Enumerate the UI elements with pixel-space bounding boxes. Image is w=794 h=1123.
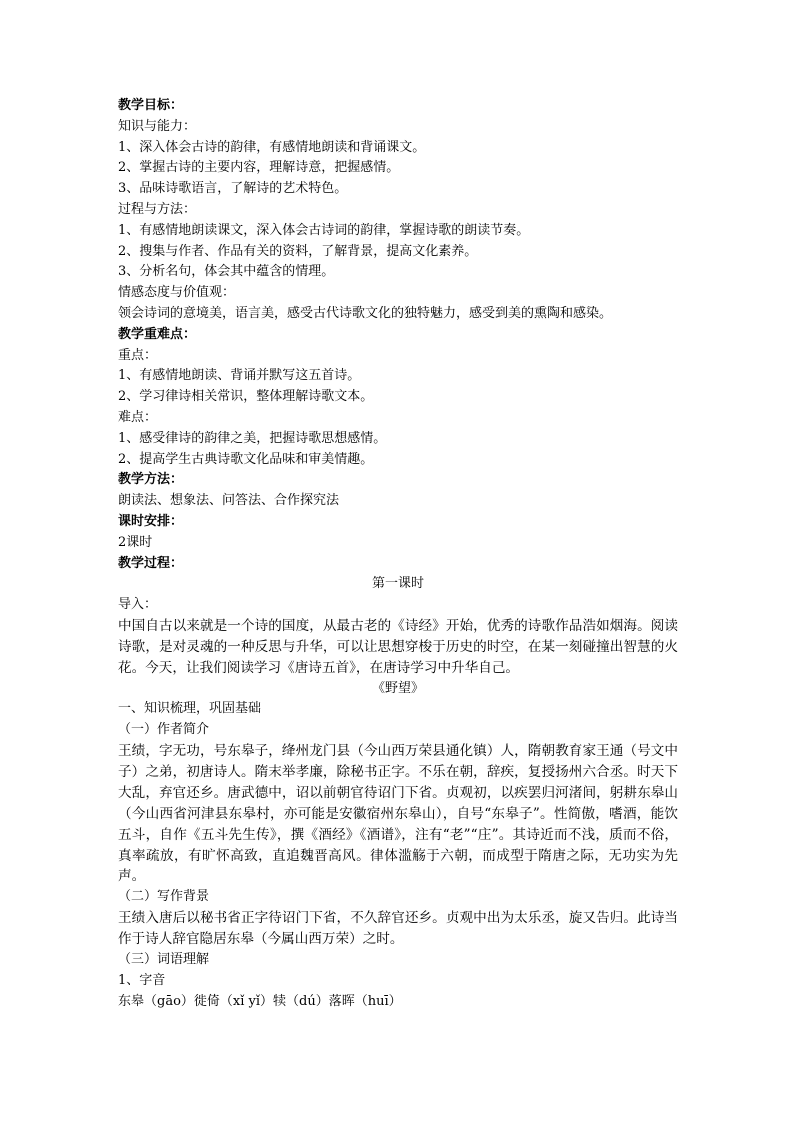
subheading-process: 过程与方法： <box>118 201 197 217</box>
list-item: 3、分析名句，体会其中蕴含的情理。 <box>118 264 335 280</box>
list-item: 1、有感情地朗读课文，深入体会古诗词的韵律，掌握诗歌的朗读节奏。 <box>118 222 530 238</box>
poem-title: 《野望》 <box>371 680 424 696</box>
emotion-text: 领会诗词的意境美，语言美，感受古代诗歌文化的独特魅力，感受到美的熏陶和感染。 <box>118 305 613 321</box>
subheading-focus: 重点： <box>118 347 158 363</box>
list-item: 1、深入体会古诗的韵律，有感情地朗读和背诵课文。 <box>118 139 426 155</box>
author-paragraph: 王绩，字无功，号东皋子，绛州龙门县（今山西万荣县通化镇）人，隋朝教育家王通（号文中子）之弟，初唐诗人。隋末举孝廉，除秘书正字。不乐在朝，辞疾，复授扬州六合丞。时天下大乱，弃官还乡。唐武德中，诏以前朝官待诏门下省。贞观初，以疾罢归河渚间，躬耕东皋山（今山西省河津县东皋村，亦可能是安徽宿州东皋山），自号“东皋子”。性简傲，嗜酒，能饮五斗，自作《五斗先生传》，撰《酒经》《酒谱》，注有“老”“庄”。其诗近而不浅，质而不俗，真率疏放，有旷怀高致，直追魏晋高风。律体滥觞于六朝，而成型于隋唐之际，无功实为先声。 <box>118 743 678 885</box>
vocab-heading: （三）词语理解 <box>118 951 210 967</box>
intro-paragraph: 中国自古以来就是一个诗的国度，从最古老的《诗经》开始，优秀的诗歌作品浩如烟海。阅读诗歌，是对灵魂的一种反思与升华，可以让思想穿梭于历史的时空，在某一刻碰撞出智慧的火花。今天，让我们阅读学习《唐诗五首》，在唐诗学习中升华自己。 <box>118 617 678 676</box>
list-item: 2、提高学生古典诗歌文化品味和审美情趣。 <box>118 451 374 467</box>
background-heading: （二）写作背景 <box>118 889 210 905</box>
heading-schedule: 课时安排： <box>118 513 184 529</box>
background-paragraph: 王绩入唐后以秘书省正字待诏门下省，不久辞官还乡。贞观中出为太乐丞，旋又告归。此诗当作于诗人辞官隐居东皋（今属山西万荣）之时。 <box>118 910 678 948</box>
heading-teaching-process: 教学过程： <box>118 555 184 571</box>
list-item: 3、品味诗歌语言，了解诗的艺术特色。 <box>118 181 348 197</box>
heading-teaching-method: 教学方法： <box>118 472 184 488</box>
subheading-difficulty: 难点： <box>118 409 158 425</box>
list-item: 2、掌握古诗的主要内容，理解诗意，把握感情。 <box>118 160 400 176</box>
heading-key-points: 教学重难点： <box>118 326 197 342</box>
section-heading: 一、知识梳理，巩固基础 <box>118 701 262 717</box>
subheading-emotion: 情感态度与价值观： <box>118 285 236 301</box>
schedule-text: 2课时 <box>118 534 153 550</box>
list-item: 1、感受律诗的韵律之美，把握诗歌思想感情。 <box>118 430 387 446</box>
pronunciation-text: 东皋（gāo）徙倚（xǐ yǐ）犊（dú）落晖（huī） <box>118 993 402 1009</box>
pronunciation-heading: 1、字音 <box>118 972 166 988</box>
method-text: 朗读法、想象法、问答法、合作探究法 <box>118 493 340 509</box>
document-body <box>118 96 678 1012</box>
list-item: 2、学习律诗相关常识，整体理解诗歌文本。 <box>118 389 374 405</box>
intro-heading: 导入： <box>118 597 158 613</box>
first-lesson-title: 第一课时 <box>371 576 424 592</box>
list-item: 1、有感情地朗读、背诵并默写这五首诗。 <box>118 368 361 384</box>
list-item: 2、搜集与作者、作品有关的资料，了解背景，提高文化素养。 <box>118 243 478 259</box>
author-heading: （一）作者简介 <box>118 722 210 738</box>
heading-teaching-goals: 教学目标： <box>118 98 184 113</box>
subheading-knowledge: 知识与能力： <box>118 118 197 134</box>
